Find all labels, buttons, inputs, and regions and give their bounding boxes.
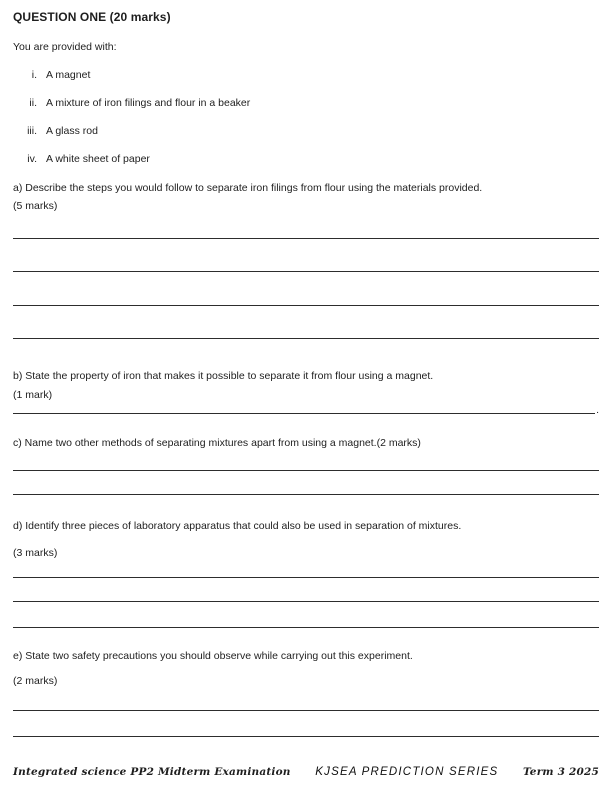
list-numeral: ii. bbox=[29, 97, 37, 109]
footer-exam-name: Integrated science PP2 Midterm Examination bbox=[13, 766, 291, 778]
answer-line bbox=[13, 711, 599, 737]
answer-line bbox=[13, 402, 595, 414]
answer-line bbox=[13, 306, 599, 339]
answer-line bbox=[13, 602, 599, 628]
intro-text: You are provided with: bbox=[13, 41, 117, 53]
list-item-text: A glass rod bbox=[46, 125, 98, 137]
list-numeral: i. bbox=[31, 69, 37, 81]
list-item bbox=[13, 125, 599, 138]
list-item-text: A mixture of iron filings and flour in a beaker bbox=[46, 97, 251, 109]
question-b-marks: (1 mark) bbox=[13, 389, 53, 401]
question-d-prompt: d) Identify three pieces of laboratory apparatus that could also be used in separation of mixtures. bbox=[13, 520, 462, 532]
answer-line bbox=[13, 272, 599, 306]
question-c-prompt: c) Name two other methods of separating mixtures apart from using a magnet.(2 marks) bbox=[13, 437, 421, 449]
question-d-marks: (3 marks) bbox=[13, 547, 58, 559]
list-item bbox=[13, 69, 599, 82]
answer-line bbox=[13, 239, 599, 272]
list-numeral: iv. bbox=[27, 153, 37, 165]
question-e-prompt: e) State two safety precautions you should observe while carrying out this experiment. bbox=[13, 650, 413, 662]
question-a-marks: (5 marks) bbox=[13, 200, 58, 212]
line-end-period: . bbox=[596, 404, 599, 416]
page-footer bbox=[13, 766, 599, 779]
answer-line bbox=[13, 578, 599, 602]
answer-line bbox=[13, 560, 599, 578]
list-numeral: iii. bbox=[27, 125, 37, 137]
answer-line bbox=[13, 450, 599, 471]
answer-line-row bbox=[13, 402, 599, 414]
list-item bbox=[13, 153, 599, 166]
footer-term: Term 3 2025 bbox=[523, 766, 599, 778]
list-item bbox=[13, 97, 599, 110]
list-item-text: A white sheet of paper bbox=[46, 153, 150, 165]
footer-series-name: KJSEA PREDICTION SERIES bbox=[315, 766, 499, 778]
question-e-marks: (2 marks) bbox=[13, 675, 58, 687]
list-item-text: A magnet bbox=[46, 69, 91, 81]
question-b-prompt: b) State the property of iron that makes it possible to separate it from flour using a magnet. bbox=[13, 370, 434, 382]
answer-line bbox=[13, 471, 599, 495]
answer-line bbox=[13, 688, 599, 711]
question-title: QUESTION ONE (20 marks) bbox=[13, 10, 171, 24]
answer-line bbox=[13, 213, 599, 239]
question-a-prompt: a) Describe the steps you would follow to separate iron filings from flour using the materials provided. bbox=[13, 182, 483, 194]
